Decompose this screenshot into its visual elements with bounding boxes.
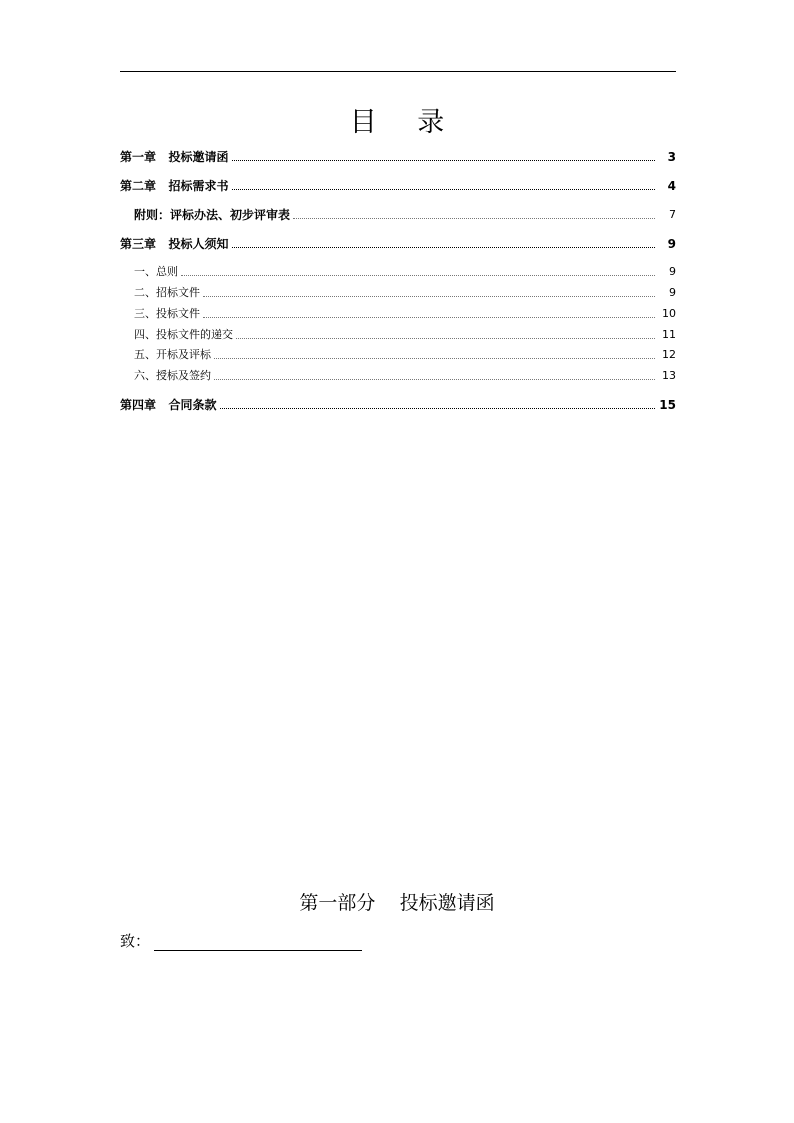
toc-entry-page: 9: [669, 286, 676, 299]
toc-entry-label: 四、投标文件的递交: [134, 328, 233, 341]
toc-entry-label: 二、招标文件: [134, 286, 200, 299]
toc-entry-appendix[interactable]: [134, 208, 676, 222]
toc-entry-label: 六、授标及签约: [134, 369, 211, 382]
toc-entry-page: 7: [669, 208, 676, 221]
toc-entry-section-5[interactable]: [134, 348, 676, 362]
toc-entry-label: 五、开标及评标: [134, 348, 211, 361]
toc-entry-section-6[interactable]: [134, 369, 676, 383]
header-rule: [120, 71, 676, 72]
toc-entry-label: 三、投标文件: [134, 307, 200, 320]
toc-entry-section-1[interactable]: [134, 265, 676, 279]
toc-entry-section-3[interactable]: [134, 307, 676, 321]
toc-entry-page: 10: [662, 307, 676, 320]
addressee-blank-field[interactable]: [154, 934, 362, 951]
toc-entry-page: 12: [662, 348, 676, 361]
toc-dot-leader: [220, 408, 655, 409]
toc-entry-label: 一、总则: [134, 265, 178, 278]
toc-dot-leader: [232, 247, 655, 248]
toc-dot-leader: [214, 379, 655, 380]
toc-entry-chapter-4[interactable]: [120, 398, 676, 412]
toc-dot-leader: [214, 358, 655, 359]
toc-entry-page: 11: [662, 328, 676, 341]
toc-entry-label: 第三章 投标人须知: [120, 237, 229, 251]
toc-dot-leader: [236, 338, 655, 339]
toc-entry-page: 13: [662, 369, 676, 382]
toc-entry-chapter-3[interactable]: [120, 237, 676, 251]
toc-entry-page: 3: [667, 150, 676, 164]
toc-dot-leader: [232, 189, 655, 190]
toc-dot-leader: [203, 317, 655, 318]
toc-dot-leader: [232, 160, 655, 161]
toc-entry-page: 9: [669, 265, 676, 278]
toc-entry-chapter-2[interactable]: [120, 179, 676, 193]
toc-dot-leader: [181, 275, 655, 276]
toc-entry-chapter-1[interactable]: [120, 150, 676, 164]
toc-dot-leader: [293, 218, 655, 219]
toc-entry-label: 第一章 投标邀请函: [120, 150, 229, 164]
part-one-title: 第一部分 投标邀请函: [299, 892, 495, 914]
toc-entry-label: 第四章 合同条款: [120, 398, 217, 412]
toc-entry-page: 15: [659, 398, 676, 412]
toc-dot-leader: [203, 296, 655, 297]
addressee-line: [120, 930, 362, 951]
toc-title: 目 录: [349, 107, 461, 138]
toc-entry-page: 4: [667, 179, 676, 193]
toc-entry-label: 附则：评标办法、初步评审表: [134, 208, 291, 222]
toc-entry-label: 第二章 招标需求书: [120, 179, 229, 193]
addressee-label: 致：: [120, 932, 151, 950]
toc-entry-section-2[interactable]: [134, 286, 676, 300]
toc-entry-section-4[interactable]: [134, 328, 676, 342]
toc-entry-page: 9: [667, 237, 676, 251]
